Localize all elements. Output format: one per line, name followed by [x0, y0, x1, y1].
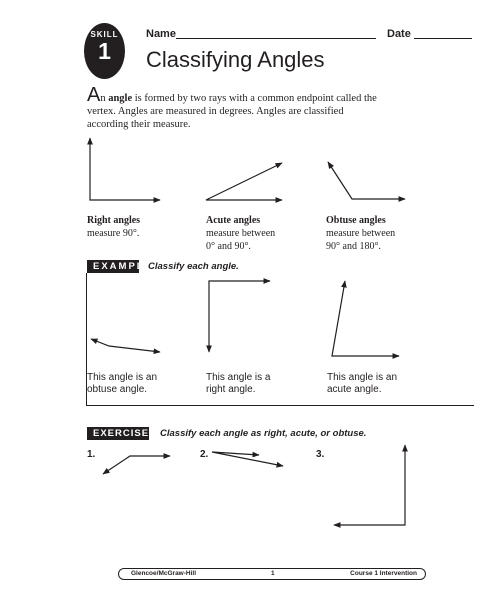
example-label: EXAMPLE: [87, 260, 139, 273]
type-line: measure 90°.: [87, 228, 140, 239]
obtuse-angle-figure: [328, 162, 405, 199]
skill-number: 1: [98, 38, 111, 64]
exercises-instruction: Classify each angle as right, acute, or obtuse.: [160, 428, 367, 439]
type-title: Obtuse angles: [326, 215, 386, 226]
exercise-number-1: 1.: [87, 449, 96, 460]
caption-line: This angle is an: [327, 372, 398, 383]
caption-line: acute angle.: [327, 384, 382, 395]
name-label: Name: [146, 28, 176, 40]
skill-label: SKILL: [90, 30, 119, 39]
type-title: Right angles: [87, 215, 141, 226]
page-title: Classifying Angles: [146, 47, 325, 72]
page-footer: [118, 568, 426, 580]
intro-dropcap: A: [87, 84, 101, 106]
caption-line: obtuse angle.: [87, 384, 148, 395]
type-line: measure between: [326, 228, 396, 239]
intro-rest: is formed by two rays with a common endpoint called the vertex. Angles are measured in degrees. Angles are classified according their measure.: [87, 93, 377, 130]
right-angle-figure: [90, 138, 160, 200]
example-acute-figure: [332, 281, 399, 356]
exercise-number-3: 3.: [316, 449, 325, 460]
footer-page-number: 1: [271, 570, 275, 577]
caption-line: right angle.: [206, 384, 256, 395]
date-label: Date: [387, 28, 411, 40]
type-title: Acute angles: [206, 215, 261, 226]
footer-publisher: Glencoe/McGraw-Hill: [131, 570, 197, 577]
example-obtuse-figure: [91, 339, 160, 352]
type-line: measure between: [206, 228, 276, 239]
acute-angle-figure: [206, 163, 282, 200]
intro-term: angle: [108, 93, 133, 104]
type-line: 0° and 90°.: [206, 241, 251, 252]
caption-line: This angle is a: [206, 372, 271, 383]
caption-line: This angle is an: [87, 372, 158, 383]
exercises-label: EXERCISES: [87, 427, 149, 440]
example-right-figure: [209, 281, 270, 352]
intro-lead: n: [100, 93, 109, 104]
footer-course: Course 1 Intervention: [350, 570, 417, 577]
type-line: 90° and 180°.: [326, 241, 381, 252]
exercise-2-figure: [212, 452, 283, 466]
exercise-1-figure: [103, 456, 170, 474]
exercise-number-2: 2.: [200, 449, 209, 460]
example-instruction: Classify each angle.: [148, 261, 239, 272]
exercise-3-figure: [334, 445, 405, 525]
